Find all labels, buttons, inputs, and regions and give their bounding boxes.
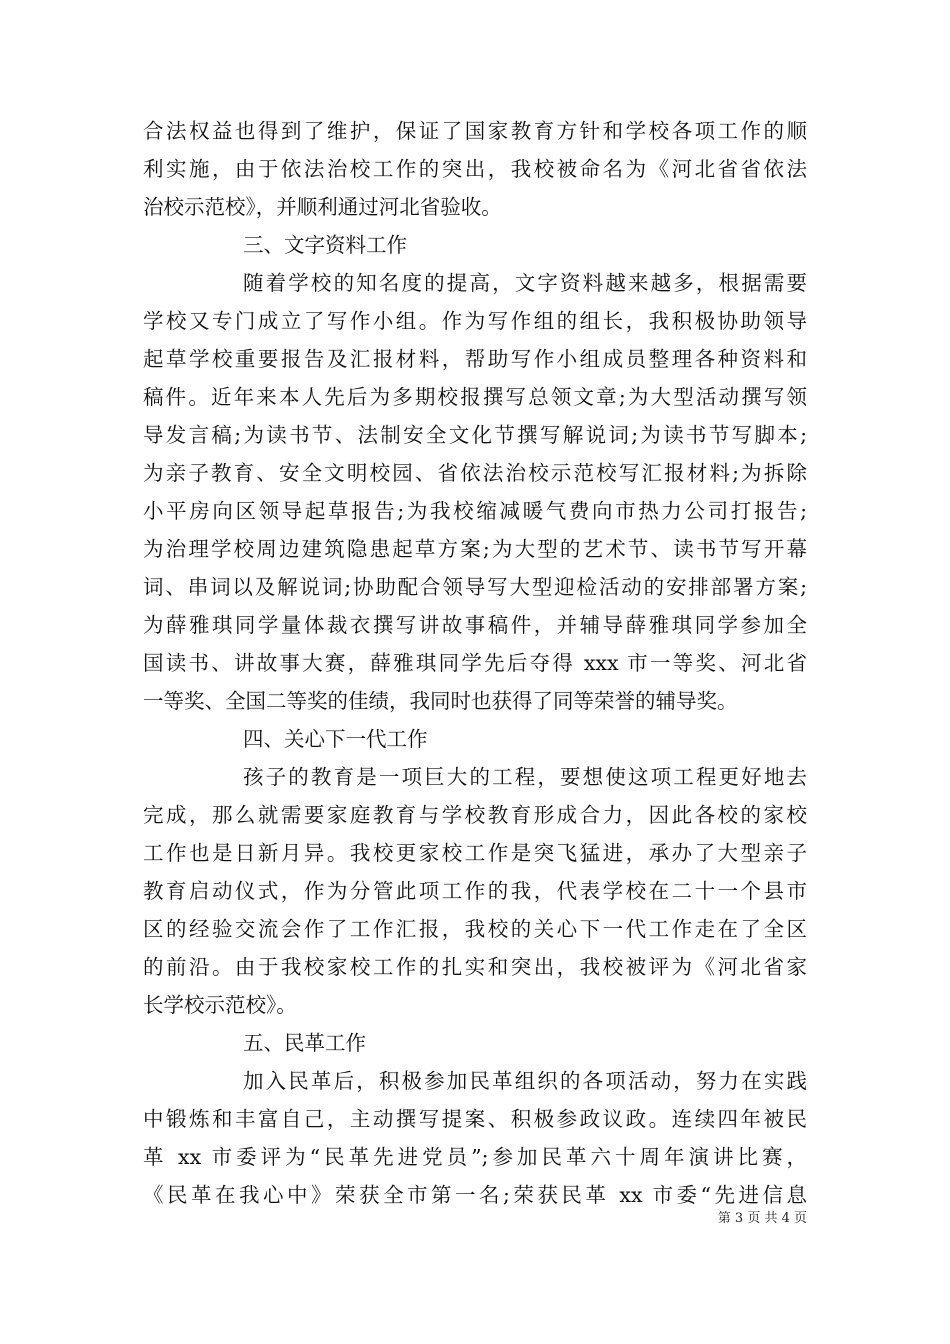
text-line: 起草学校重要报告及汇报材料，帮助写作小组成员整理各种资料和 (143, 347, 807, 371)
text-line: 中锻炼和丰富自己，主动撰写提案、积极参政议政。连续四年被民 (143, 1107, 807, 1131)
text-line: 区的经验交流会作了工作汇报，我校的关心下一代工作走在了全区 (143, 917, 807, 941)
text-line: 革 xx 市委评为“民革先进党员”;参加民革六十周年演讲比赛， (143, 1145, 807, 1169)
text-line: 完成，那么就需要家庭教育与学校教育形成合力，因此各校的家校 (143, 803, 807, 827)
text-line: 一等奖、全国二等奖的佳绩，我同时也获得了同等荣誉的辅导奖。 (143, 689, 738, 713)
text-line: 学校又专门成立了写作小组。作为写作组的组长，我积极协助领导 (143, 309, 807, 333)
section-heading: 四、关心下一代工作 (243, 727, 428, 751)
text-line: 国读书、讲故事大赛，薛雅琪同学先后夺得 xxx 市一等奖、河北省 (143, 651, 807, 675)
section-heading: 五、民革工作 (243, 1031, 366, 1055)
text-line: 合法权益也得到了维护，保证了国家教育方针和学校各项工作的顺 (143, 119, 807, 143)
section-heading: 三、文字资料工作 (243, 233, 407, 257)
text-line: 工作也是日新月异。我校更家校工作是突飞猛进，承办了大型亲子 (143, 841, 807, 865)
document-body (143, 112, 807, 1214)
paragraph-first-line: 随着学校的知名度的提高，文字资料越来越多，根据需要 (243, 271, 807, 295)
text-line: 为治理学校周边建筑隐患起草方案;为大型的艺术节、读书节写开幕 (143, 537, 807, 561)
text-line: 稿件。近年来本人先后为多期校报撰写总领文章;为大型活动撰写领 (143, 385, 807, 409)
text-line: 教育启动仪式，作为分管此项工作的我，代表学校在二十一个县市 (143, 879, 807, 903)
text-line: 利实施，由于依法治校工作的突出，我校被命名为《河北省省依法 (143, 157, 807, 181)
paragraph-first-line: 孩子的教育是一项巨大的工程，要想使这项工程更好地去 (243, 765, 807, 789)
text-line: 治校示范校》，并顺利通过河北省验收。 (143, 195, 502, 219)
text-line: 《民革在我心中》荣获全市第一名;荣获民革 xx 市委“先进信息 (143, 1183, 807, 1207)
text-line: 长学校示范校》。 (143, 993, 297, 1017)
text-line: 的前沿。由于我校家校工作的扎实和突出，我校被评为《河北省家 (143, 955, 807, 979)
paragraph-first-line: 加入民革后，积极参加民革组织的各项活动，努力在实践 (243, 1069, 807, 1093)
text-line: 为亲子教育、安全文明校园、省依法治校示范校写汇报材料;为拆除 (143, 461, 807, 485)
text-line: 导发言稿;为读书节、法制安全文化节撰写解说词;为读书节写脚本; (143, 423, 807, 447)
page-number: 第 3 页 共 4 页 (717, 1211, 807, 1226)
text-line: 小平房向区领导起草报告;为我校缩减暖气费向市热力公司打报告; (143, 499, 807, 523)
text-line: 为薛雅琪同学量体裁衣撰写讲故事稿件，并辅导薛雅琪同学参加全 (143, 613, 807, 637)
text-line: 词、串词以及解说词;协助配合领导写大型迎检活动的安排部署方案; (143, 575, 807, 599)
